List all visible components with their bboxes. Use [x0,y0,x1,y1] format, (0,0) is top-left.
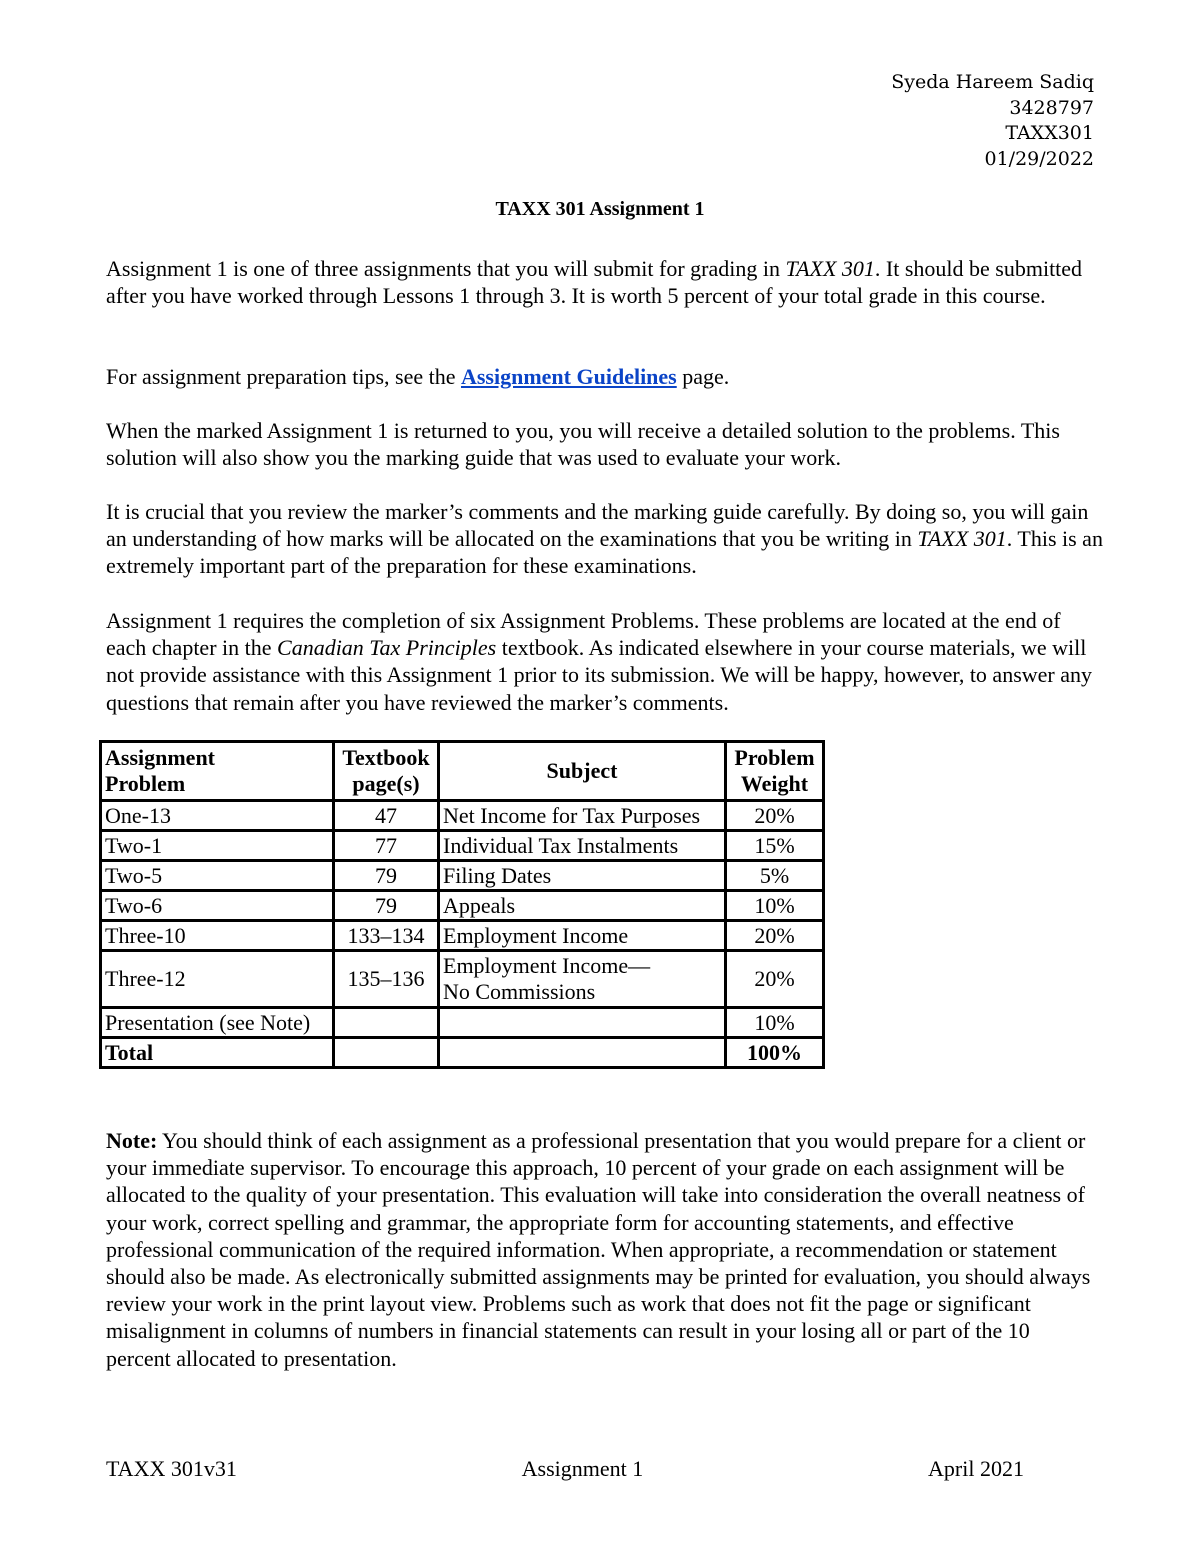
guidelines-text-a: For assignment preparation tips, see the [106,364,461,389]
cell-weight: 20% [726,921,824,951]
cell-problem: Two-1 [101,831,334,861]
intro-text-b: . It should be submitted after you have worked through Lessons 1 through 3. It is worth 5 percent of your total grade in this course. [106,256,1083,309]
table-row [101,801,824,831]
table-total-row [101,1038,824,1068]
textbook-title-italic: Canadian Tax Principles [277,635,497,661]
assignment-guidelines-link[interactable]: Assignment Guidelines [460,364,677,389]
intro-text-a: Assignment 1 is one of three assignments that you will submit for grading in [106,256,786,281]
table-header-row [101,742,824,801]
requirements-text-b: textbook. As indicated elsewhere in your course materials, we will not provide assistance with this Assignment 1 prior to its submission. We will be happy, however, to answer any questions that remain after you have reviewed the marker’s comments. [106,635,1093,715]
cell-problem: Presentation (see Note) [101,1008,334,1038]
cell-problem: Three-12 [101,951,334,1008]
student-name: Syeda Hareem Sadiq [891,71,1094,93]
cell-pages [334,1008,439,1038]
footer-date: April 2021 [928,1456,1024,1481]
requirements-paragraph [106,607,1106,716]
header-problem-weight: Problem Weight [726,742,824,801]
footer-course-version: TAXX 301v31 [106,1456,237,1481]
guidelines-text-b: page. [676,364,730,389]
table-row [101,891,824,921]
cell-pages: 77 [334,831,439,861]
cell-weight: 5% [726,861,824,891]
cell-problem: One-13 [101,801,334,831]
cell-weight: 20% [726,801,824,831]
table-row [101,921,824,951]
page-footer [106,1456,1024,1482]
cell-subject: Filing Dates [439,861,726,891]
header-textbook-pages: Textbook page(s) [334,742,439,801]
cell-pages: 133–134 [334,921,439,951]
cell-subject: Individual Tax Instalments [439,831,726,861]
cell-subject: Employment Income— No Commissions [439,951,726,1008]
guidelines-paragraph [106,363,1106,390]
cell-pages: 79 [334,891,439,921]
cell-pages: 135–136 [334,951,439,1008]
cell-problem: Three-10 [101,921,334,951]
table-row [101,861,824,891]
table-row [101,951,824,1008]
cell-problem: Two-5 [101,861,334,891]
table-row [101,1008,824,1038]
student-id: 3428797 [1009,96,1094,119]
cell-subject: Employment Income [439,921,726,951]
cell-problem: Two-6 [101,891,334,921]
cell-subject [439,1038,726,1068]
cell-total-label: Total [101,1038,334,1068]
cell-total-weight: 100% [726,1038,824,1068]
review-text-a: It is crucial that you review the marker’s comments and the marking guide carefully. By doing so, you will gain an understanding of how marks will be allocated on the examinations that you be writing in [106,499,1089,552]
note-text: You should think of each assignment as a professional presentation that you would prepare for a client or your immediate supervisor. To encourage this approach, 10 percent of your grade on each assignment will be allocated to the quality of your presentation. This evaluation will take into consideration the overall neatness of your work, correct spelling and grammar, the appropriate form for accounting statements, and effective professional communication of the required information. When appropriate, a recommendation or statement should also be made. As electronically submitted assignments may be printed for evaluation, you should always review your work in the print layout view. Problems such as work that does not fit the page or significant misalignment in columns of numbers in financial statements can result in your losing all or part of the 10 percent allocated to presentation. [106,1128,1091,1371]
course-name-italic: TAXX 301 [785,256,875,281]
intro-paragraph [106,255,1106,309]
review-paragraph [106,498,1106,580]
cell-pages [334,1038,439,1068]
header-subject: Subject [439,742,726,801]
document-title: TAXX 301 Assignment 1 [495,198,705,220]
requirements-text-a: Assignment 1 requires the completion of six Assignment Problems. These problems are located at the end of each chapter in the [106,608,1061,661]
cell-weight: 10% [726,1008,824,1038]
header-assignment-problem: Assignment Problem [101,742,334,801]
cell-subject: Net Income for Tax Purposes [439,801,726,831]
course-name-italic: TAXX 301 [917,526,1007,552]
cell-weight: 10% [726,891,824,921]
note-label: Note: [106,1128,158,1153]
cell-weight: 15% [726,831,824,861]
submission-date: 01/29/2022 [984,147,1094,170]
student-header [891,70,1094,172]
review-text-b: . This is an extremely important part of the preparation for these examinations. [106,526,1103,579]
solution-paragraph: When the marked Assignment 1 is returned to you, you will receive a detailed solution to the problems. This solution will also show you the marking guide that was used to evaluate your work. [106,418,1060,471]
table-row [101,831,824,861]
course-code: TAXX301 [1005,122,1094,144]
footer-assignment: Assignment 1 [521,1456,644,1481]
cell-pages: 47 [334,801,439,831]
presentation-note [106,1127,1091,1372]
assignment-problems-table [99,740,825,1069]
cell-pages: 79 [334,861,439,891]
cell-weight: 20% [726,951,824,1008]
cell-subject [439,1008,726,1038]
cell-subject: Appeals [439,891,726,921]
